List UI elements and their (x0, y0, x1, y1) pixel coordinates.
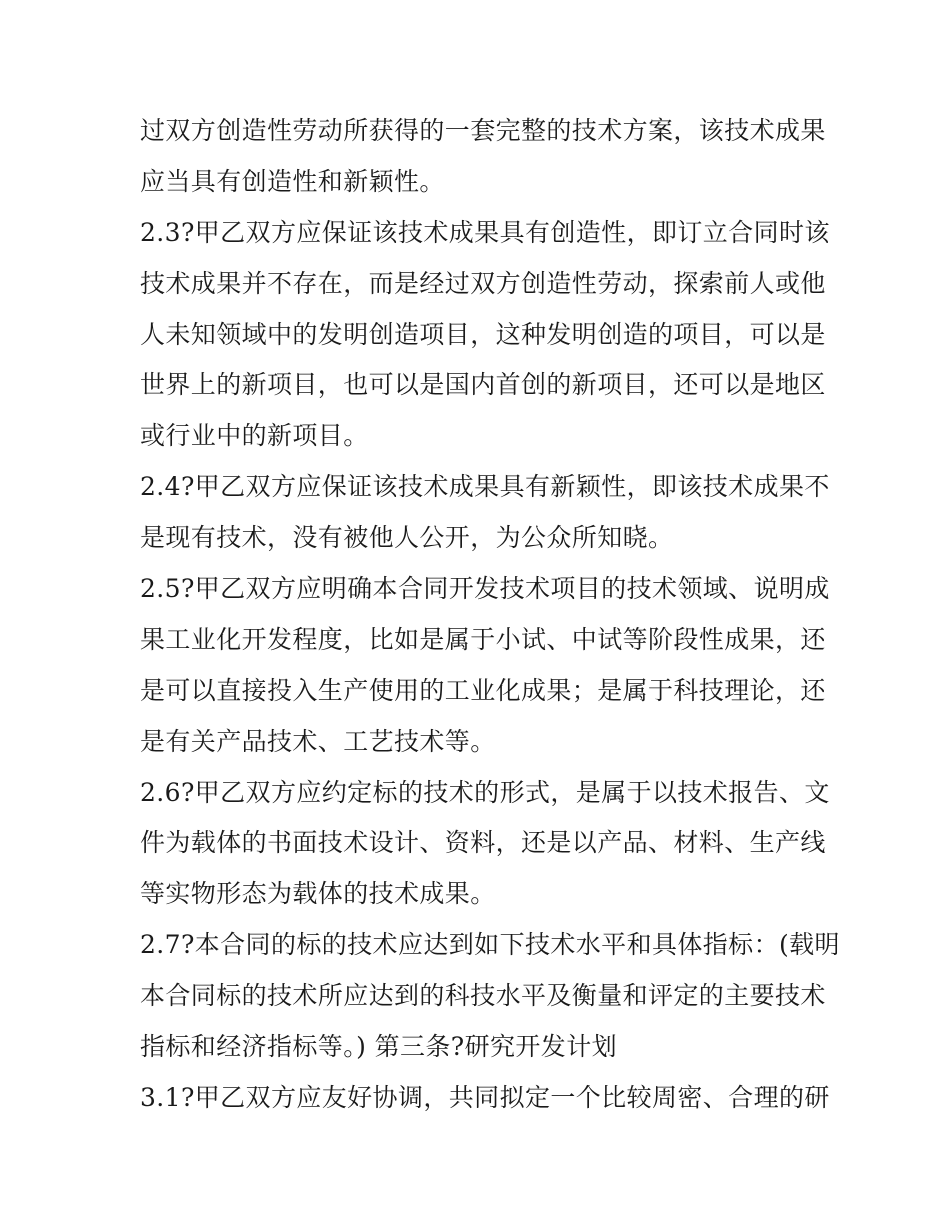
text-line: 本合同标的技术所应达到的科技水平及衡量和评定的主要技术 (140, 981, 826, 1011)
clause-2-3-line: 2.3?甲乙双方应保证该技术成果具有创造性，即订立合同时该 (140, 217, 830, 247)
clause-2-4-line: 2.4?甲乙双方应保证该技术成果具有新颖性，即该技术成果不 (140, 472, 830, 502)
text-line: 应当具有创造性和新颖性。 (140, 166, 445, 196)
clause-2-7-line: 2.7?本合同的标的技术应达到如下技术水平和具体指标：(载明 (140, 930, 840, 960)
text-line: 技术成果并不存在，而是经过双方创造性劳动，探索前人或他 (140, 268, 826, 298)
text-line: 等实物形态为载体的技术成果。 (140, 879, 496, 909)
clause-2-5-line: 2.5?甲乙双方应明确本合同开发技术项目的技术领域、说明成 (140, 574, 830, 604)
text-line: 或行业中的新项目。 (140, 421, 369, 451)
text-line: 世界上的新项目，也可以是国内首创的新项目，还可以是地区 (140, 370, 826, 400)
text-line: 果工业化开发程度，比如是属于小试、中试等阶段性成果，还 (140, 624, 826, 654)
text-line: 人未知领域中的发明创造项目，这种发明创造的项目，可以是 (140, 319, 826, 349)
text-line: 是现有技术，没有被他人公开，为公众所知晓。 (140, 523, 674, 553)
text-line: 是可以直接投入生产使用的工业化成果；是属于科技理论，还 (140, 675, 826, 705)
clause-2-6-line: 2.6?甲乙双方应约定标的技术的形式，是属于以技术报告、文 (140, 777, 830, 807)
text-line: 过双方创造性劳动所获得的一套完整的技术方案，该技术成果 (140, 116, 826, 145)
text-line: 件为载体的书面技术设计、资料，还是以产品、材料、生产线 (140, 828, 826, 858)
text-line: 指标和经济指标等。) 第三条?研究开发计划 (140, 1032, 618, 1062)
contract-text-body (140, 106, 840, 1124)
clause-3-1-line: 3.1?甲乙双方应友好协调，共同拟定一个比较周密、合理的研 (140, 1082, 830, 1112)
text-line: 是有关产品技术、工艺技术等。 (140, 726, 496, 756)
